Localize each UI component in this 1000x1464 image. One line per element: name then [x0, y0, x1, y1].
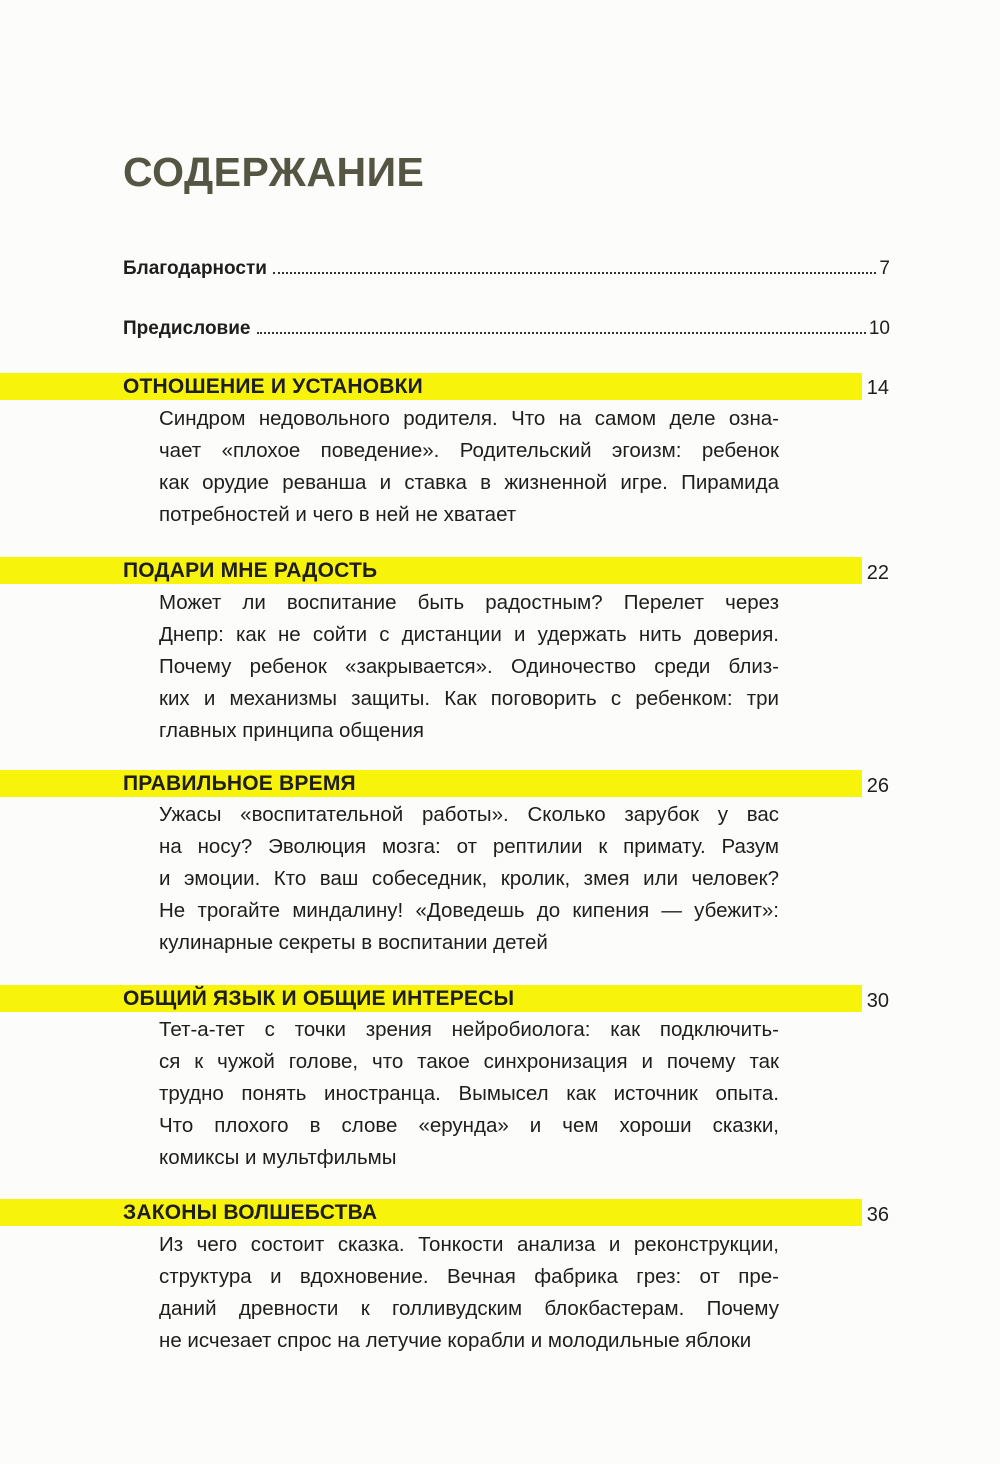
description-line: ких и механизмы защиты. Как поговорить с ребенком: три [159, 687, 779, 710]
description-line: и эмоции. Кто ваш собеседник, кролик, змея или человек? [159, 867, 779, 890]
description-line: главных принципа общения [159, 719, 424, 742]
chapter-description [159, 587, 779, 747]
description-line: чает «плохое поведение». Родительский эгоизм: ребенок [159, 439, 779, 462]
chapter-description [159, 403, 779, 531]
chapter-title[interactable]: ОТНОШЕНИЕ И УСТАНОВКИ [123, 375, 423, 398]
description-line: Что плохого в слове «ерунда» и чем хороши сказки, [159, 1114, 779, 1137]
chapter-description [159, 1014, 779, 1174]
description-line: Не трогайте миндалину! «Доведешь до кипения — убежит»: [159, 899, 779, 922]
dot-leader [273, 272, 876, 274]
chapter-page-number: 36 [866, 1204, 889, 1226]
description-line: потребностей и чего в ней не хватает [159, 503, 517, 526]
description-line: ся к чужой голове, что такое синхронизация и почему так [159, 1050, 779, 1073]
description-line: Ужасы «воспитательной работы». Сколько зарубок у вас [159, 803, 779, 826]
description-line: Из чего состоит сказка. Тонкости анализа и реконструкции, [159, 1233, 779, 1256]
chapter-description [159, 1229, 779, 1357]
chapter-title[interactable]: ОБЩИЙ ЯЗЫК И ОБЩИЕ ИНТЕРЕСЫ [123, 987, 515, 1010]
toc-entry-label: Благодарности [123, 258, 267, 279]
description-line: кулинарные секреты в воспитании детей [159, 931, 548, 954]
chapter-title[interactable]: ПОДАРИ МНЕ РАДОСТЬ [123, 559, 378, 582]
chapter-title[interactable]: ПРАВИЛЬНОЕ ВРЕМЯ [123, 772, 356, 795]
description-line: как орудие реванша и ставка в жизненной игре. Пирамида [159, 471, 779, 494]
toc-entry-label: Предисловие [123, 318, 251, 339]
dot-leader [257, 332, 866, 334]
chapter-page-number: 26 [866, 775, 889, 797]
description-line: Почему ребенок «закрывается». Одиночество среди близ- [159, 655, 779, 678]
page-title: СОДЕРЖАНИЕ [123, 149, 425, 195]
description-line: Днепр: как не сойти с дистанции и удержать нить доверия. [159, 623, 779, 646]
description-line: Может ли воспитание быть радостным? Перелет через [159, 591, 779, 614]
chapter-description [159, 799, 779, 959]
chapter-title[interactable]: ЗАКОНЫ ВОЛШЕБСТВА [123, 1201, 378, 1224]
chapter-page-number: 30 [866, 990, 889, 1012]
toc-entry-page-number: 10 [868, 318, 890, 339]
description-line: трудно понять иностранца. Вымысел как источник опыта. [159, 1082, 779, 1105]
toc-entry-preface[interactable] [123, 310, 890, 340]
description-line: Тет-а-тет с точки зрения нейробиолога: как подключить- [159, 1018, 779, 1041]
chapter-page-number: 14 [866, 377, 889, 399]
toc-entry-acknowledgements[interactable] [123, 250, 890, 280]
description-line: комиксы и мультфильмы [159, 1146, 397, 1169]
toc-entry-page-number: 7 [879, 258, 890, 279]
description-line: даний древности к голливудским блокбастерам. Почему [159, 1297, 779, 1320]
description-line: Синдром недовольного родителя. Что на самом деле озна- [159, 407, 779, 430]
description-line: не исчезает спрос на летучие корабли и молодильные яблоки [159, 1329, 752, 1352]
description-line: структура и вдохновение. Вечная фабрика грез: от пре- [159, 1265, 779, 1288]
chapter-page-number: 22 [866, 562, 889, 584]
description-line: на носу? Эволюция мозга: от рептилии к примату. Разум [159, 835, 779, 858]
